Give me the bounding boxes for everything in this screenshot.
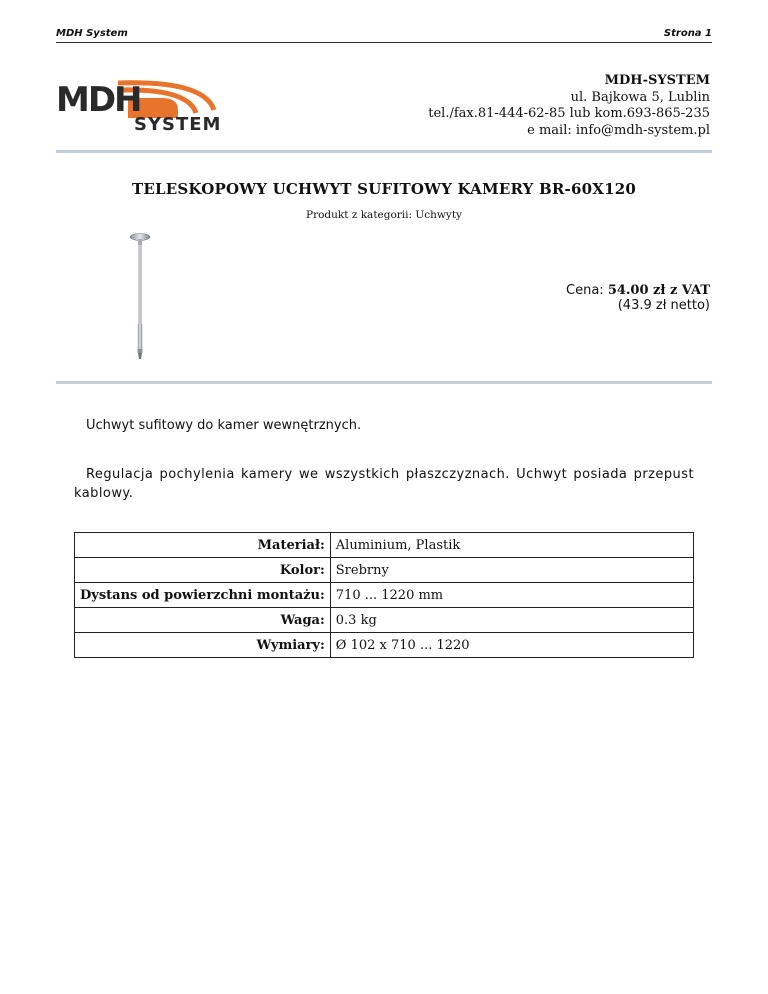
price-net: (43.9 zł netto) — [617, 298, 710, 313]
spec-label: Wymiary: — [75, 633, 331, 658]
product-title: TELESKOPOWY UCHWYT SUFITOWY KAMERY BR-60X120 — [132, 180, 636, 198]
company-name: MDH-SYSTEM — [604, 73, 710, 88]
table-row — [75, 583, 694, 608]
price-label: Cena: — [566, 283, 604, 298]
divider-top — [56, 150, 712, 153]
spec-value: Aluminium, Plastik — [330, 533, 693, 558]
table-row — [75, 608, 694, 633]
spec-label: Waga: — [75, 608, 331, 633]
price-gross: 54.00 zł z VAT — [607, 283, 710, 298]
product-category: Produkt z kategorii: Uchwyty — [306, 209, 462, 221]
header-left-text: MDH System — [56, 28, 128, 39]
divider-bottom — [56, 381, 712, 384]
product-image — [128, 232, 152, 362]
mdh-system-logo-graphic — [56, 80, 266, 136]
description-paragraph: Regulacja pochylenia kamery we wszystkich płaszczyznach. Uchwyt posiada przepust kablowy. — [74, 467, 694, 501]
price-block — [410, 283, 710, 313]
company-phone: tel./fax.81-444-62-85 lub kom.693-865-235 — [428, 106, 710, 121]
spec-value: 0.3 kg — [330, 608, 693, 633]
specs-table — [74, 532, 694, 658]
logo-text-system: SYSTEM — [134, 114, 222, 135]
company-address: ul. Bajkowa 5, Lublin — [570, 89, 710, 105]
company-email: e mail: info@mdh-system.pl — [527, 122, 710, 138]
spec-label: Kolor: — [75, 558, 331, 583]
company-contact — [330, 73, 710, 139]
description-paragraph: Uchwyt sufitowy do kamer wewnętrznych. — [86, 418, 362, 433]
running-header — [56, 28, 712, 43]
ceiling-mount-pole-image — [128, 232, 152, 362]
spec-label: Materiał: — [75, 533, 331, 558]
logo-text-mdh: MDH — [56, 80, 141, 120]
table-row — [75, 633, 694, 658]
page-number: Strona 1 — [663, 28, 712, 39]
table-row — [75, 533, 694, 558]
spec-value: Ø 102 x 710 ... 1220 — [330, 633, 693, 658]
spec-value: Srebrny — [330, 558, 693, 583]
company-logo — [56, 80, 266, 136]
spec-label: Dystans od powierzchni montażu: — [75, 583, 331, 608]
table-row — [75, 558, 694, 583]
spec-value: 710 ... 1220 mm — [330, 583, 693, 608]
